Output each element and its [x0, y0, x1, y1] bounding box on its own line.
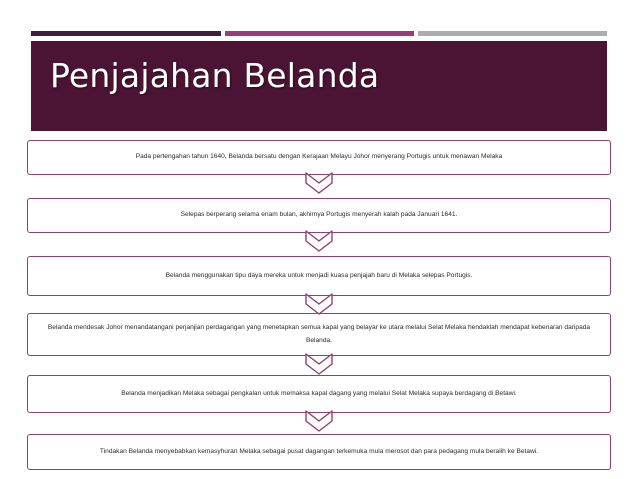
down-arrow-icon — [298, 229, 340, 259]
flow-step-5 — [27, 375, 611, 413]
down-arrow-icon — [298, 292, 340, 322]
flow-step-text: Tindakan Belanda menyebabkan kemasyhuran Melaka sebagai pusat dagangan terkemuka mula merosot dan para pedagang mula beralih ke Betawi. — [99, 447, 539, 455]
flow-step-1 — [27, 140, 611, 175]
flow-step-text: Belanda menjadikan Melaka sebagai pengkalan untuk memaksa kapal dagang yang melalui Selat Melaka supaya berdagang di Betawi. — [121, 389, 517, 397]
down-arrow-icon — [298, 171, 340, 201]
top-accent-bar-left — [31, 31, 221, 36]
down-arrow-icon — [298, 352, 340, 382]
title-panel — [31, 41, 607, 131]
flow-step-2 — [27, 198, 611, 233]
flow-step-4 — [27, 313, 611, 356]
flow-step-text: Belanda menggunakan tipu daya mereka untuk menjadi kuasa penjajah baru di Melaka selepas Portugis. — [165, 271, 473, 279]
slide-title: Penjajahan Belanda — [50, 56, 380, 95]
flow-step-text: Pada pertengahan tahun 1640, Belanda bersatu dengan Kerajaan Melayu Johor menyerang Portugis untuk menawan Melaka — [135, 153, 503, 161]
flow-step-6 — [27, 434, 611, 470]
down-arrow-icon — [298, 409, 340, 439]
flow-step-text: Belanda mendesak Johor menandatangani perjanjian perdagangan yang menetapkan semua kapal yang belayar ke utara melalui Selat Melaka hendaklah mendapat kebenaran daripada Belanda. — [47, 323, 591, 344]
flow-step-3 — [27, 256, 611, 296]
top-accent-bar-right — [418, 31, 607, 36]
flow-step-text: Selepas berperang selama enam bulan, akhirnya Portugis menyerah kalah pada Januari 1641. — [180, 211, 458, 219]
top-accent-bar-middle — [225, 31, 414, 36]
